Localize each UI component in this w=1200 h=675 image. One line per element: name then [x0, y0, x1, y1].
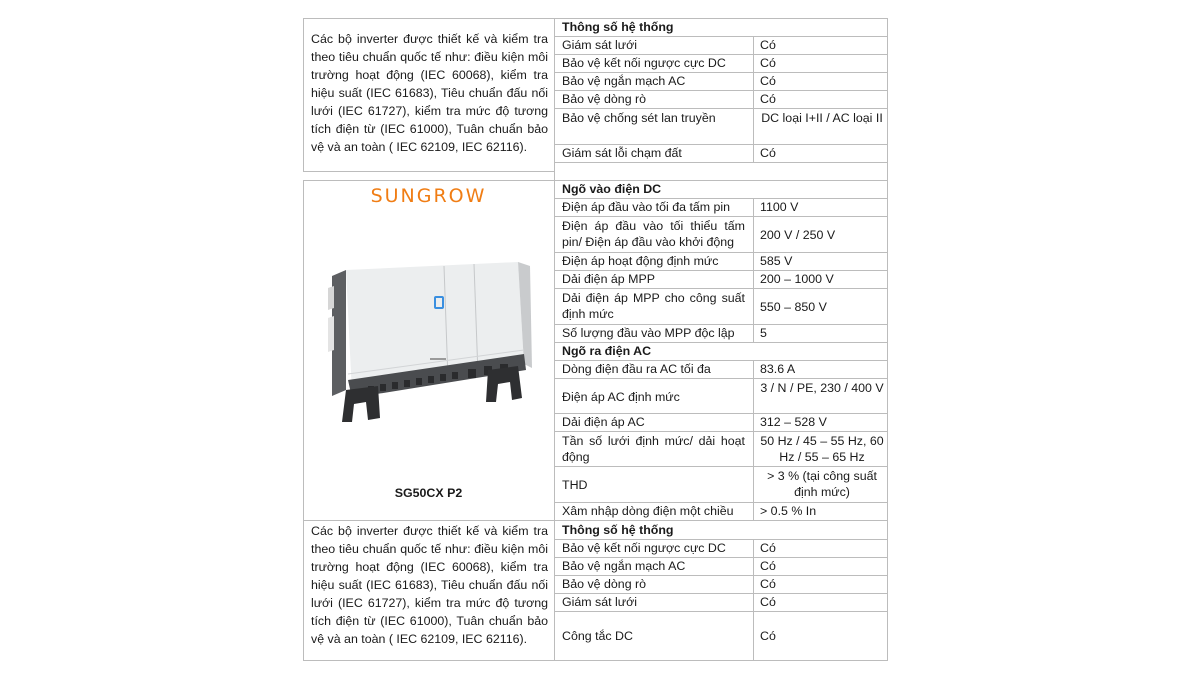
- spec-label: Dòng điện đầu ra AC tối đa: [562, 362, 711, 376]
- model-name: SG50CX P2: [394, 486, 463, 500]
- spec-label: Dải điện áp MPP cho công suất định mức: [562, 291, 745, 321]
- spec-value: 585 V: [760, 254, 793, 268]
- spec-value: Có: [760, 38, 776, 52]
- section-heading-ac-output: Ngõ ra điện AC: [562, 344, 652, 358]
- spec-value: 3 / N / PE, 230 / 400 V: [760, 381, 884, 395]
- brand-logo: SUNGROW: [370, 185, 487, 207]
- spec-value: > 0.5 % In: [760, 504, 817, 518]
- spec-label: Bảo vệ ngắn mạch AC: [562, 74, 686, 88]
- spec-label: Điện áp đầu vào tối thiểu tấm pin/ Điện áp đầu vào khởi động: [562, 219, 745, 249]
- spec-label: Xâm nhập dòng điện một chiều: [562, 504, 734, 518]
- section-heading-system-2: Thông số hệ thống: [562, 523, 674, 537]
- spec-value: Có: [760, 74, 776, 88]
- spec-value: Có: [760, 559, 776, 573]
- spec-value: 312 – 528 V: [760, 415, 827, 429]
- spec-label: Dải điện áp MPP: [562, 272, 655, 286]
- spec-value: 550 – 850 V: [760, 300, 827, 314]
- spec-value: 83.6 A: [760, 362, 796, 376]
- spec-label: Bảo vệ dòng rò: [562, 577, 647, 591]
- spec-value: 200 – 1000 V: [760, 272, 834, 286]
- spec-label: Bảo vệ dòng rò: [562, 92, 647, 106]
- spec-label: Bảo vệ chống sét lan truyền: [562, 111, 716, 125]
- section-heading-dc-input: Ngõ vào điện DC: [562, 182, 662, 196]
- spec-label: Điện áp hoạt động định mức: [562, 254, 719, 268]
- spec-label: Giám sát lưới: [562, 595, 637, 609]
- spec-label: Bảo vệ kết nối ngược cực DC: [562, 56, 726, 70]
- spec-label: Dải điện áp AC: [562, 415, 645, 429]
- spec-value: Có: [760, 577, 776, 591]
- spec-value: Có: [760, 595, 776, 609]
- spec-label: Giám sát lưới: [562, 38, 637, 52]
- spec-label: Điện áp đầu vào tối đa tấm pin: [562, 200, 731, 214]
- spec-label: Bảo vệ kết nối ngược cực DC: [562, 541, 726, 555]
- inverter-product-image: [318, 258, 542, 430]
- spec-value: 1100 V: [760, 200, 799, 214]
- spec-value: Có: [760, 146, 776, 160]
- intro-paragraph: Các bộ inverter được thiết kế và kiểm tra theo tiêu chuẩn quốc tế như: điều kiện môi trường hoạt động (IEC 60068), kiểm tra hiệu suất (IEC 61683), Tiêu chuẩn đấu nối lưới (IEC 61727), kiểm tra mức độ tương tích điện từ (IEC 61000), Tuân chuẩn bảo vệ và an toàn ( IEC 62109, IEC 62116).: [311, 32, 548, 154]
- intro-paragraph-repeat: Các bộ inverter được thiết kế và kiểm tra theo tiêu chuẩn quốc tế như: điều kiện môi trường hoạt động (IEC 60068), kiểm tra hiệu suất (IEC 61683), Tiêu chuẩn đấu nối lưới (IEC 61727), kiểm tra mức độ tương tích điện từ (IEC 61000), Tuân chuẩn bảo vệ và an toàn ( IEC 62109, IEC 62116).: [311, 524, 548, 646]
- section-heading-system: Thông số hệ thống: [562, 20, 674, 34]
- spec-label: Điện áp AC định mức: [562, 390, 680, 404]
- spec-label: Giám sát lỗi chạm đất: [562, 146, 682, 160]
- spec-label: Công tắc DC: [562, 629, 633, 643]
- spec-label: Tần số lưới định mức/ dải hoạt động: [562, 434, 745, 464]
- spec-value: 5: [760, 326, 767, 340]
- spec-label: THD: [562, 478, 588, 492]
- spec-value: Có: [760, 92, 776, 106]
- spec-label: Số lượng đầu vào MPP độc lập: [562, 326, 735, 340]
- spec-label: Bảo vệ ngắn mạch AC: [562, 559, 686, 573]
- spec-value: Có: [760, 629, 776, 643]
- spec-value: 50 Hz / 45 – 55 Hz, 60 Hz / 55 – 65 Hz: [760, 434, 884, 464]
- spec-value: Có: [760, 56, 776, 70]
- spec-value: DC loại I+II / AC loại II: [761, 111, 883, 125]
- spec-value: > 3 % (tại công suất định mức): [767, 469, 877, 499]
- spec-value: Có: [760, 541, 776, 555]
- spec-value: 200 V / 250 V: [760, 228, 836, 242]
